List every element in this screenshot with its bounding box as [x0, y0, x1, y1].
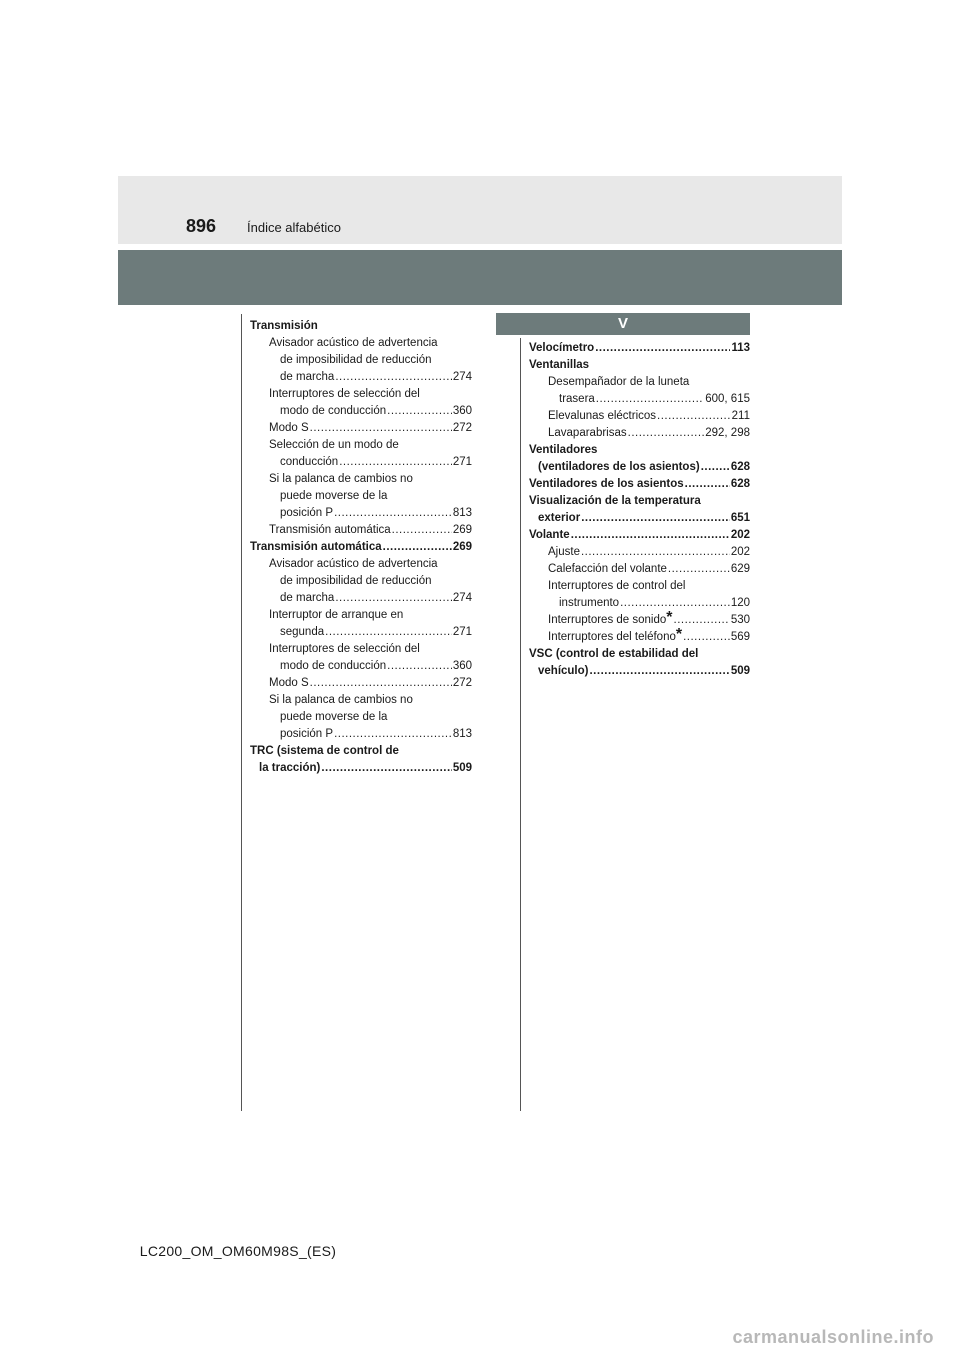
- index-entry-page: 509: [730, 665, 750, 677]
- index-entry: [250, 590, 472, 607]
- index-entry: [529, 340, 750, 357]
- index-entry-label: de marcha: [280, 592, 335, 604]
- dot-leader: [387, 403, 452, 420]
- column-divider-left: [241, 314, 242, 1111]
- index-entry-label: Transmisión automática: [250, 541, 382, 553]
- index-heading-line: [250, 352, 472, 369]
- index-entry-label: Lavaparabrisas: [548, 427, 627, 439]
- index-entry-label: Interruptores de control del: [548, 580, 686, 592]
- index-entry-label: Transmisión automática: [269, 524, 391, 536]
- footer-doc-code: [0, 1243, 960, 1259]
- index-entry-page: 272: [452, 422, 472, 434]
- index-entry-label: Interruptores de selección del: [269, 643, 420, 655]
- index-entry-page: 271: [452, 626, 472, 638]
- index-heading-line: [250, 556, 472, 573]
- index-entry-label: Interruptores de selección del: [269, 388, 420, 400]
- index-entry-label: Si la palanca de cambios no: [269, 694, 413, 706]
- dot-leader: [685, 476, 730, 493]
- dot-leader: [334, 505, 452, 522]
- index-entry: [250, 539, 472, 556]
- dot-leader: [657, 408, 731, 425]
- index-entry-label: Visualización de la temperatura: [529, 495, 701, 507]
- dot-leader: [387, 658, 452, 675]
- index-entry: [529, 476, 750, 493]
- index-heading-line: [250, 743, 472, 760]
- footnote-asterisk: *: [675, 626, 683, 643]
- index-entry-label: de imposibilidad de reducción: [280, 354, 432, 366]
- index-entry-page: 360: [452, 405, 472, 417]
- index-column-left: [250, 318, 472, 777]
- index-entry-page: 269: [452, 524, 472, 536]
- index-entry: [529, 527, 750, 544]
- index-heading-line: [529, 493, 750, 510]
- index-entry-page: 272: [452, 677, 472, 689]
- index-entry-label: posición P: [280, 728, 334, 740]
- index-entry-label: conducción: [280, 456, 339, 468]
- index-entry-page: 274: [452, 592, 472, 604]
- index-entry-label: Interruptor de arranque en: [269, 609, 404, 621]
- index-entry-page: 360: [452, 660, 472, 672]
- index-entry-label: Velocímetro: [529, 342, 595, 354]
- index-entry-page: 628: [730, 461, 750, 473]
- index-entry-label: de marcha: [280, 371, 335, 383]
- index-heading-line: [529, 442, 750, 459]
- index-entry: [250, 675, 472, 692]
- index-entry-label: Transmisión: [250, 320, 318, 332]
- index-entry: [250, 505, 472, 522]
- index-entry: [250, 624, 472, 641]
- index-entry-label: Avisador acústico de advertencia: [269, 558, 438, 570]
- index-entry: [250, 522, 472, 539]
- dot-leader: [335, 590, 451, 607]
- index-entry-page: 269: [452, 541, 472, 553]
- index-heading-line: [250, 471, 472, 488]
- index-heading-line: [250, 437, 472, 454]
- index-entry-label: Modo S: [269, 422, 309, 434]
- index-heading-line: [529, 578, 750, 595]
- index-entry: [529, 609, 750, 629]
- index-entry-label: Avisador acústico de advertencia: [269, 337, 438, 349]
- dot-leader: [595, 340, 730, 357]
- index-entry-label: VSC (control de estabilidad del: [529, 648, 699, 660]
- watermark: carmanualsonline.info: [732, 1327, 934, 1347]
- dot-leader: [321, 760, 451, 777]
- index-entry: [529, 425, 750, 442]
- index-entry-page: 211: [731, 410, 750, 422]
- dot-leader: [571, 527, 730, 544]
- index-heading-line: [250, 607, 472, 624]
- index-heading-line: [250, 318, 472, 335]
- index-entry: [529, 626, 750, 646]
- index-entry: [529, 561, 750, 578]
- index-heading-line: [529, 357, 750, 374]
- dot-leader: [581, 544, 730, 561]
- index-entry-page: 202: [730, 546, 750, 558]
- index-entry-page: 509: [452, 762, 472, 774]
- index-entry-page: 530: [730, 614, 750, 626]
- index-entry-page: 813: [452, 728, 472, 740]
- index-entry-label: (ventiladores de los asientos): [538, 461, 700, 473]
- index-entry-label: de imposibilidad de reducción: [280, 575, 432, 587]
- index-entry-label: modo de conducción: [280, 405, 387, 417]
- index-entry-label: Elevalunas eléctricos: [548, 410, 657, 422]
- index-entry-label: Interruptores del teléfono: [548, 631, 676, 643]
- footer-text: LC200_OM_OM60M98S_(ES): [139, 1243, 337, 1259]
- index-entry-page: 271: [452, 456, 472, 468]
- dot-leader: [334, 726, 452, 743]
- index-entry-label: Ajuste: [548, 546, 580, 558]
- dot-leader: [325, 624, 452, 641]
- index-entry-label: Ventanillas: [529, 359, 590, 371]
- column-divider-middle: [520, 338, 521, 1111]
- index-entry-label: Ventiladores de los asientos: [529, 478, 684, 490]
- index-entry: [250, 726, 472, 743]
- index-heading-line: [250, 692, 472, 709]
- index-entry-label: Calefacción del volante: [548, 563, 667, 575]
- index-entry: [529, 408, 750, 425]
- index-entry-label: instrumento: [559, 597, 620, 609]
- index-heading-line: [250, 488, 472, 505]
- index-entry-page: 292, 298: [705, 427, 750, 439]
- index-heading-line: [529, 646, 750, 663]
- index-heading-line: [250, 386, 472, 403]
- index-entry: [529, 663, 750, 680]
- index-entry: [250, 369, 472, 386]
- dot-leader: [701, 459, 730, 476]
- index-entry-label: posición P: [280, 507, 334, 519]
- index-entry: [529, 459, 750, 476]
- index-entry-page: 274: [452, 371, 472, 383]
- section-title: Índice alfabético: [247, 220, 341, 235]
- dot-leader: [589, 663, 729, 680]
- dot-leader: [620, 595, 730, 612]
- index-entry: [529, 510, 750, 527]
- index-entry: [250, 403, 472, 420]
- dot-leader: [392, 522, 452, 539]
- index-entry-page: 600, 615: [705, 393, 750, 405]
- index-entry-label: modo de conducción: [280, 660, 387, 672]
- page-number: 896: [186, 216, 217, 236]
- index-entry-label: exterior: [538, 512, 581, 524]
- index-column-right: [529, 340, 750, 680]
- index-entry-label: Ventiladores: [529, 444, 598, 456]
- dot-leader: [628, 425, 705, 442]
- dot-leader: [683, 629, 730, 646]
- index-entry-page: 628: [730, 478, 750, 490]
- index-entry-label: Interruptores de sonido: [548, 614, 667, 626]
- index-entry-page: 202: [730, 529, 750, 541]
- dot-leader: [581, 510, 730, 527]
- index-entry-label: Desempañador de la luneta: [548, 376, 690, 388]
- index-entry-label: Modo S: [269, 677, 309, 689]
- index-entry: [250, 760, 472, 777]
- dot-leader: [383, 539, 452, 556]
- index-entry-page: 113: [731, 342, 750, 354]
- index-heading-line: [529, 374, 750, 391]
- index-entry: [529, 595, 750, 612]
- index-entry-page: 651: [730, 512, 750, 524]
- index-entry-label: Si la palanca de cambios no: [269, 473, 413, 485]
- dot-leader: [310, 675, 452, 692]
- footnote-asterisk: *: [666, 609, 673, 626]
- index-entry-label: puede moverse de la: [280, 490, 388, 502]
- index-entry-label: Selección de un modo de: [269, 439, 399, 451]
- index-entry-label: la tracción): [259, 762, 321, 774]
- index-entry-page: 569: [730, 631, 750, 643]
- dot-leader: [668, 561, 730, 578]
- index-heading-line: [250, 709, 472, 726]
- dot-leader: [335, 369, 451, 386]
- index-heading-line: [250, 573, 472, 590]
- index-entry: [529, 391, 750, 408]
- letter-header: V: [496, 313, 750, 335]
- index-entry-page: 813: [452, 507, 472, 519]
- index-entry: [250, 658, 472, 675]
- dot-leader: [339, 454, 452, 471]
- index-entry-label: segunda: [280, 626, 325, 638]
- dot-leader: [596, 391, 704, 408]
- dot-leader: [310, 420, 452, 437]
- index-entry-label: trasera: [559, 393, 595, 405]
- index-entry-label: Volante: [529, 529, 570, 541]
- index-entry: [250, 420, 472, 437]
- index-entry-page: 120: [730, 597, 750, 609]
- index-heading-line: [250, 641, 472, 658]
- index-entry-label: puede moverse de la: [280, 711, 388, 723]
- index-heading-line: [250, 335, 472, 352]
- index-entry-label: vehículo): [538, 665, 589, 677]
- index-entry: [529, 544, 750, 561]
- header-dark-band: [118, 250, 842, 305]
- header-band: [118, 176, 842, 244]
- index-entry: [250, 454, 472, 471]
- index-entry-page: 629: [730, 563, 750, 575]
- index-entry-label: TRC (sistema de control de: [250, 745, 399, 757]
